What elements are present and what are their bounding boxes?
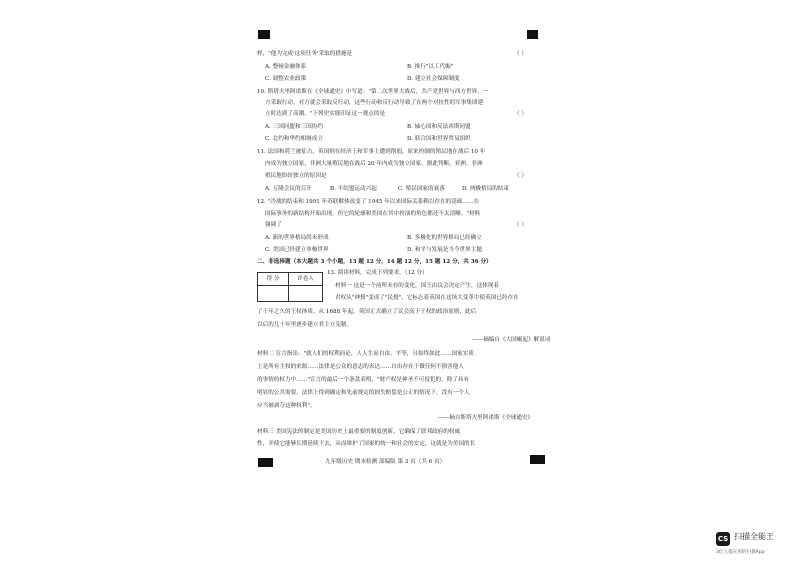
q11-option-c: C. 殖民国家的衰落 <box>398 186 445 192</box>
score-table-row-divider <box>258 285 322 286</box>
q10-line-3: 立时达到了高潮。"下列史实能印证这一观点的是 <box>265 111 386 117</box>
q11-line-1: 11. 法国和荷兰被征占，英国则在经济上和军事上遭到削弱，原来控制的殖民地在战后 10 年 <box>257 149 486 155</box>
q13-material-2-line-4: 明显的公共需要，法律上得到确定和先前规定的损失赔偿是公正的情况下，没有一个人 <box>257 390 470 396</box>
q13-material-2-line-1: 材料二 宣言指出："就人们的权利而论，人人生而自由、平等，且始终如此……国家实质 <box>257 351 474 357</box>
q12-option-b: B. 多极化的世界格局已经确立 <box>407 235 482 241</box>
q13-material-2-line-5: 应当被剥夺这种权利"。 <box>257 403 316 409</box>
q10-line-2: 方采取行动，对方就会采取反行动，这些行动和反行动导致了在两个对抗性的军事集团建 <box>265 100 484 106</box>
q11-line-3: 殖民地纷纷独立的原因是 <box>265 173 327 179</box>
score-table <box>257 272 323 302</box>
q13-title: 13. 阅读材料，完成下列要求。（12 分） <box>327 270 428 276</box>
q12-option-c: C. 美国已经建立单极世界 <box>265 247 329 253</box>
q10-option-c: C. 北约和华约相继成立 <box>265 136 323 142</box>
score-table-grader-header: 评卷人 <box>297 276 314 282</box>
q10-option-a: A. 三国同盟和三国协约 <box>265 124 323 130</box>
q10-answer-bracket: （ ） <box>514 111 527 117</box>
q10-option-b: B. 轴心国和反法西斯同盟 <box>407 124 471 130</box>
q11-answer-bracket: （ ） <box>514 173 527 179</box>
registration-mark-top-right <box>527 30 538 39</box>
q12-option-a: A. 新的世界格局尚未形成 <box>265 235 329 241</box>
q13-material-1-line-4: 以后的几十年里逐步建立君主立宪制。 <box>257 322 353 328</box>
camscanner-name: 扫描全能王 <box>734 532 774 541</box>
q13-material-3-line-1: 材料三 美国宪法的制定是美国历史上最重要的制度创新。它确保了联邦政府的权威 <box>257 429 461 435</box>
q9-option-a: A. 整顿金融体系 <box>265 64 307 70</box>
q11-option-b: B. 不结盟运动兴起 <box>330 186 377 192</box>
q9-option-c: C. 调整农业政策 <box>265 76 307 82</box>
q9-option-b: B. 推行"以工代赈" <box>407 64 454 70</box>
score-table-score-header: 得 分 <box>266 276 280 282</box>
q12-line-3: 强调了 <box>265 222 282 228</box>
q13-material-3-line-2: 性，并使它能够长期延续下去，从而维护了国家的统一和社会的安定，这就是为美国的长 <box>257 441 476 447</box>
registration-mark-bottom-left <box>258 458 273 467</box>
q12-line-1: 12. "冷战的结束和 1991 年苏联解体改变了 1945 年以来国际关系赖以存在的基础……在 <box>257 199 480 205</box>
q12-answer-bracket: （ ） <box>514 222 527 228</box>
camscanner-tagline: 3亿人都在用的扫描App <box>716 550 765 555</box>
q13-material-1-line-2: 君权从"神授"变成了"民授"，它标志着英国在这场大变革中使英国已经存在 <box>335 295 519 301</box>
q13-material-2-line-3: 的事情的权力中……"宣言的最后一个条款表明，"财产权是神圣不可侵犯的，除了具有 <box>257 377 470 383</box>
q13-material-1-line-3: 了千年之久的王权体质。从 1688 年起，英国正式确立了议会高于王权的政治原则，此后 <box>257 309 477 315</box>
section-2-title: 二、非选择题（本大题共 3 个小题，13 题 12 分，14 题 12 分，15 题 12 分，共 36 分） <box>257 259 492 265</box>
q11-option-a: A. 万隆会议的召开 <box>265 186 312 192</box>
q12-option-d: D. 和平与发展是当今世界主题 <box>407 247 482 253</box>
q10-line-1: 10. 斯塔夫里阿诺斯在《全球通史》中写道："第二次世界大战后，共产党世界与西方世界，一 <box>257 89 489 95</box>
q11-option-d: D. 两极格局的结束 <box>462 186 509 192</box>
q11-line-2: 内成为独立国家，非洲大量殖民地在战后 20 年内成为独立国家。据此判断，亚洲、非洲 <box>265 161 483 167</box>
q13-material-2-line-2: 上是所有主权的来源……法律是公众的意志的表达……自由存在于做任何不损害他人 <box>257 364 464 370</box>
q12-line-2: 国际事务的新结构开始出现，但它的轮廓和美国在其中扮演的角色都还不太清晰。"材料 <box>265 211 481 217</box>
q9-option-d: D. 建立社会保障制度 <box>407 76 460 82</box>
q9-answer-bracket: （ ） <box>514 51 527 57</box>
q10-option-d: D. 联合国和世界贸易组织 <box>407 136 471 142</box>
registration-mark-top-left <box>258 30 270 39</box>
page-footer: 九年级历史 期末检测 部编版 第 3 页（共 6 页） <box>325 459 446 465</box>
q13-material-2-source: ——摘自斯塔夫里阿诺斯《全球通史》 <box>438 415 534 421</box>
q13-material-1-source: ——摘编自《大国崛起》解说词 <box>472 337 551 343</box>
camscanner-logo-icon: CS <box>716 532 730 546</box>
q13-material-1-line-1: 材料一 这是一个前所未有的变化，国王由议会决定产生，这体现着 <box>335 283 499 289</box>
q9-stem: 样，"他为完成'这项任务'采取的措施是 <box>257 51 353 57</box>
registration-mark-bottom-right <box>530 455 545 464</box>
